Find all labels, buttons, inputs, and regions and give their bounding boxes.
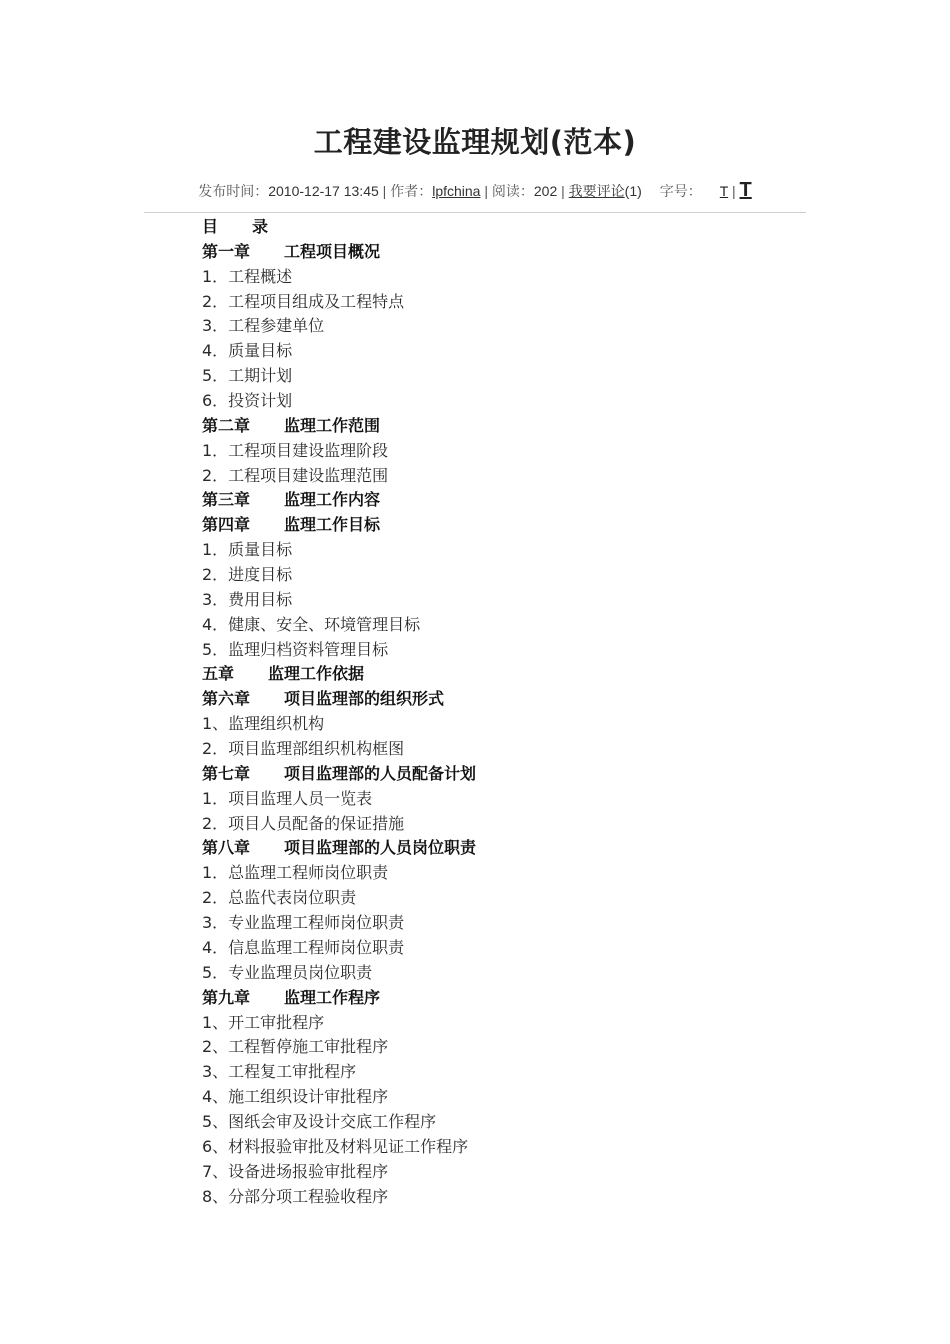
toc-item: 1．总监理工程师岗位职责 xyxy=(202,863,389,883)
chapter-number: 第六章 xyxy=(202,689,251,709)
read-count-label: 阅读： xyxy=(491,183,534,199)
chapter-title: 监理工作内容 xyxy=(284,490,381,510)
toc-item: 4．健康、安全、环境管理目标 xyxy=(202,614,421,634)
toc-item: 1．项目监理人员一览表 xyxy=(202,788,373,808)
toc-chapter xyxy=(202,836,476,861)
publish-time: 2010-12-17 13:45 xyxy=(268,183,379,199)
chapter-number: 第四章 xyxy=(202,515,251,535)
toc-item: 1．工程概述 xyxy=(202,266,293,286)
chapter-title: 监理工作范围 xyxy=(284,415,381,435)
header-divider xyxy=(144,212,806,213)
toc-item: 4．信息监理工程师岗位职责 xyxy=(202,937,405,957)
toc-item: 3．工程参建单位 xyxy=(202,316,325,336)
toc-item: 2、工程暂停施工审批程序 xyxy=(202,1037,389,1057)
toc-chapter xyxy=(202,240,476,265)
toc-item: 3．专业监理工程师岗位职责 xyxy=(202,913,405,933)
toc-item: 6、材料报验审批及材料见证工作程序 xyxy=(202,1136,469,1156)
toc-item: 2．总监代表岗位职责 xyxy=(202,888,357,908)
toc-chapter xyxy=(202,488,476,513)
article-meta xyxy=(0,179,950,202)
toc-item: 1、开工审批程序 xyxy=(202,1012,325,1032)
font-size-small-button[interactable]: T xyxy=(719,183,729,199)
toc-item: 8、分部分项工程验收程序 xyxy=(202,1186,389,1206)
toc-item: 3、工程复工审批程序 xyxy=(202,1062,357,1082)
toc-heading-first: 目 xyxy=(202,217,219,236)
toc-item: 2．工程项目建设监理范围 xyxy=(202,465,389,485)
chapter-number: 五章 xyxy=(202,664,235,684)
meta-separator: | xyxy=(480,183,492,199)
toc-heading xyxy=(202,215,476,240)
chapter-title: 项目监理部的组织形式 xyxy=(284,689,445,709)
author-link[interactable]: lpfchina xyxy=(432,183,481,199)
font-size-label: 字号： xyxy=(659,183,702,199)
toc-item: 1、监理组织机构 xyxy=(202,714,325,734)
toc-chapter xyxy=(202,762,476,787)
toc-chapter xyxy=(202,687,476,712)
toc-item: 2．工程项目组成及工程特点 xyxy=(202,291,405,311)
chapter-number: 第三章 xyxy=(202,490,251,510)
toc-item: 1．质量目标 xyxy=(202,540,293,560)
chapter-number: 第九章 xyxy=(202,987,251,1007)
toc-chapter xyxy=(202,662,476,687)
toc-chapter xyxy=(202,986,476,1011)
meta-separator: | xyxy=(378,183,391,199)
chapter-number: 第二章 xyxy=(202,415,251,435)
toc-item: 6．投资计划 xyxy=(202,391,293,411)
font-size-large-button[interactable]: T xyxy=(739,179,752,201)
toc-item: 4．质量目标 xyxy=(202,341,293,361)
document-title: 工程建设监理规划(范本) xyxy=(313,125,637,159)
toc-item: 5．工期计划 xyxy=(202,366,293,386)
meta-separator: | xyxy=(728,183,740,199)
toc-item: 2．项目人员配备的保证措施 xyxy=(202,813,405,833)
author-label: 作者： xyxy=(390,183,433,199)
publish-time-label: 发布时间： xyxy=(198,183,269,199)
toc-chapter xyxy=(202,414,476,439)
toc-chapter xyxy=(202,513,476,538)
toc-item: 2．项目监理部组织机构框图 xyxy=(202,739,405,759)
comment-link[interactable]: 我要评论 xyxy=(568,183,625,199)
toc-item: 5．监理归档资料管理目标 xyxy=(202,639,389,659)
chapter-title: 项目监理部的人员配备计划 xyxy=(284,763,477,783)
toc-item: 2．进度目标 xyxy=(202,565,293,585)
meta-separator: | xyxy=(557,183,569,199)
chapter-title: 监理工作目标 xyxy=(284,515,381,535)
chapter-title: 项目监理部的人员岗位职责 xyxy=(284,838,477,858)
read-count: 202 xyxy=(533,183,558,199)
toc-heading-second: 录 xyxy=(252,217,269,236)
chapter-title: 监理工作程序 xyxy=(284,987,381,1007)
chapter-number: 第七章 xyxy=(202,763,251,783)
chapter-title: 监理工作依据 xyxy=(268,664,365,684)
comment-count: (1) xyxy=(624,183,642,199)
toc-item: 4、施工组织设计审批程序 xyxy=(202,1087,389,1107)
chapter-title: 工程项目概况 xyxy=(284,241,381,261)
table-of-contents xyxy=(202,215,476,1209)
toc-item: 1．工程项目建设监理阶段 xyxy=(202,440,389,460)
chapter-number: 第八章 xyxy=(202,838,251,858)
toc-item: 7、设备进场报验审批程序 xyxy=(202,1161,389,1181)
toc-item: 3．费用目标 xyxy=(202,589,293,609)
chapter-number: 第一章 xyxy=(202,241,251,261)
toc-item: 5、图纸会审及设计交底工作程序 xyxy=(202,1111,437,1131)
toc-item: 5．专业监理员岗位职责 xyxy=(202,962,373,982)
